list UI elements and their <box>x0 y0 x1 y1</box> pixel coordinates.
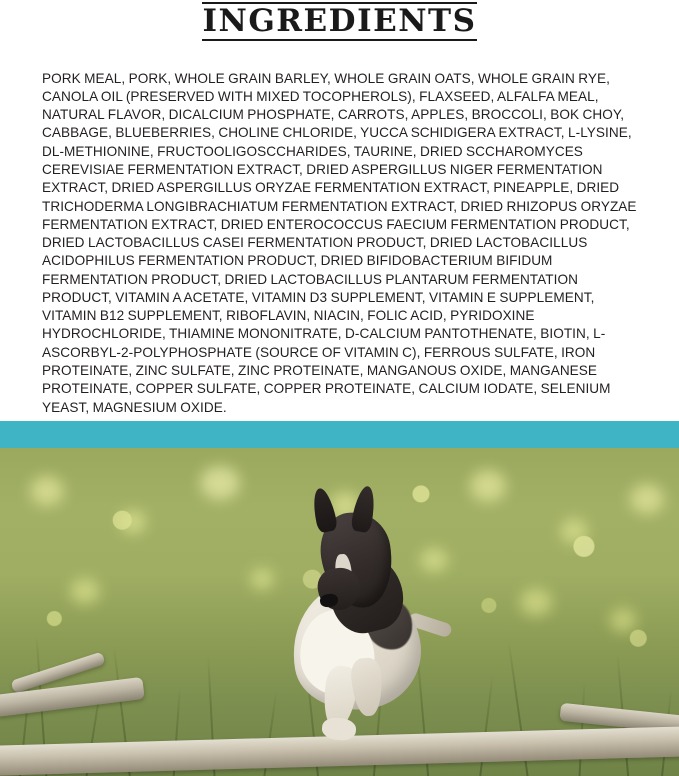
bokeh-blob <box>630 484 664 514</box>
dog-illustration <box>270 490 480 740</box>
bokeh-blob <box>120 510 146 534</box>
bokeh-blob <box>200 466 240 500</box>
dog-paw <box>321 716 357 741</box>
dog-ear-left <box>310 486 339 533</box>
bokeh-blob <box>30 476 64 506</box>
ingredients-heading <box>196 2 482 44</box>
bokeh-blob <box>560 518 588 544</box>
product-lifestyle-photo <box>0 448 679 776</box>
ingredients-heading-block <box>0 0 679 44</box>
bokeh-blob <box>520 588 552 616</box>
page-title: INGREDIENTS <box>202 3 477 39</box>
bokeh-blob <box>610 608 636 632</box>
ingredients-list-text: PORK MEAL, PORK, WHOLE GRAIN BARLEY, WHOLE GRAIN OATS, WHOLE GRAIN RYE, CANOLA OIL (PRESERVED WITH MIXED TOCOPHEROLS), FLAXSEED, ALFALFA MEAL, NATURAL FLAVOR, DICALCIUM PHOSPHATE, CARROTS, APPLES, BROCCOLI, BOK CHOY, CABBAGE, BLUEBERRIES, CHOLINE CHLORIDE, YUCCA SCHIDIGERA EXTRACT, L-LYSINE, DL-METHIONINE, FRUCTOOLIGOSCCHARIDES, TAURINE, DRIED SCCHAROMYCES CEREVISIAE FERMENTATION EXTRACT, DRIED ASPERGILLUS NIGER FERMENTATION EXTRACT, DRIED ASPERGILLUS ORYZAE FERMENTATION EXTRACT, PINEAPPLE, DRIED TRICHODERMA LONGIBRACHIATUM FERMENTATION EXTRACT, DRIED RHIZOPUS ORYZAE FERMENTATION EXTRACT, DRIED ENTEROCOCCUS FAECIUM FERMENTATION PRODUCT, DRIED LACTOBACILLUS CASEI FERMENTATION PRODUCT, DRIED LACTOBACILLUS ACIDOPHILUS FERMENTATION PRODUCT, DRIED BIFIDOBACTERIUM BIFIDUM FERMENTATION PRODUCT, DRIED LACTOBACILLUS PLANTARUM FERMENTATION PRODUCT, VITAMIN A ACETATE, VITAMIN D3 SUPPLEMENT, VITAMIN E SUPPLEMENT, VITAMIN B12 SUPPLEMENT, RIBOFLAVIN, NIACIN, FOLIC ACID, PYRIDOXINE HYDROCHLORIDE, THIAMINE MONONITRATE, D-CALCIUM PANTOTHENATE, BIOTIN, L-ASCORBYL-2-POLYPHOSPHATE (SOURCE OF VITAMIN C), FERROUS SULFATE, IRON PROTEINATE, ZINC SULFATE, ZINC PROTEINATE, MANGANOUS OXIDE, MANGANESE PROTEINATE, COPPER SULFATE, COPPER PROTEINATE, CALCIUM IODATE, SELENIUM YEAST, MAGNESIUM OXIDE. <box>42 70 637 415</box>
bokeh-blob <box>70 578 100 604</box>
teal-divider-band <box>0 421 679 448</box>
